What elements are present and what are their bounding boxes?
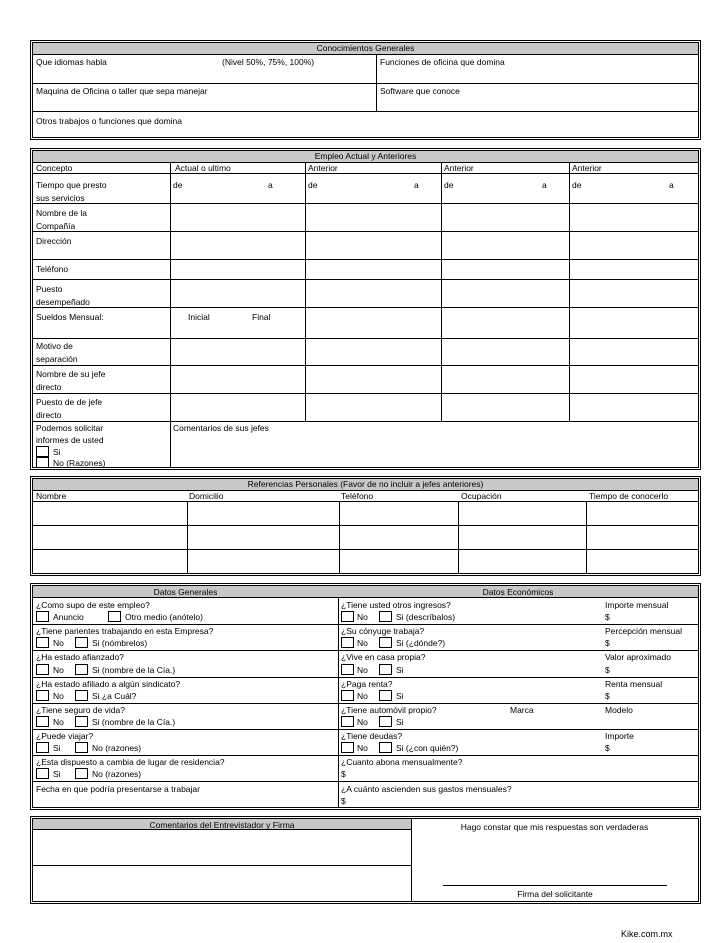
- software-field[interactable]: [380, 97, 698, 110]
- row-puestojefe-line2: directo: [36, 410, 62, 420]
- tiempo-de-3: de: [444, 180, 454, 190]
- de-q2-si-checkbox[interactable]: [379, 637, 392, 648]
- row-direccion: Dirección: [36, 236, 72, 246]
- col-concepto: Concepto: [36, 163, 73, 173]
- comentarios-jefes-label: Comentarios de sus jefes: [173, 423, 269, 433]
- col-anterior-1: Anterior: [308, 163, 338, 173]
- software-label: Software que conoce: [380, 86, 460, 96]
- dg-q7-no: No (razones): [92, 769, 142, 779]
- row-puesto-line2: desempeñado: [36, 297, 90, 307]
- row-motivo-line2: separación: [36, 354, 78, 364]
- referencias-title: Referencias Personales (Favor de no incluir a jefes anteriores): [33, 479, 698, 491]
- row-puesto-line1: Puesto: [36, 284, 63, 294]
- de-q6-si-checkbox[interactable]: [379, 742, 392, 753]
- idiomas-field[interactable]: [36, 68, 372, 82]
- row-nombre-line2: Compañía: [36, 221, 76, 231]
- de-q1-si: Si (descríbalos): [396, 612, 456, 622]
- de-q3-si-checkbox[interactable]: [379, 664, 392, 675]
- de-q2-no-checkbox[interactable]: [341, 637, 354, 648]
- row-telefono: Teléfono: [36, 264, 69, 274]
- de-q8-dollar: $: [341, 796, 346, 806]
- dg-q3-no-checkbox[interactable]: [36, 664, 49, 675]
- dg-q5-no: No: [53, 717, 64, 727]
- conocimientos-section: [30, 40, 701, 140]
- firma-label: Firma del solicitante: [517, 889, 593, 899]
- de-q2-r: Percepción mensual: [605, 626, 683, 636]
- tiempo-de-1: de: [173, 180, 183, 190]
- dg-q1-otro-checkbox[interactable]: [108, 611, 121, 622]
- tiempo-a-2: a: [414, 180, 419, 190]
- row-motivo-line1: Motivo de: [36, 341, 73, 351]
- de-q1-si-checkbox[interactable]: [379, 611, 392, 622]
- de-q6-no: No: [357, 743, 368, 753]
- dg-q7-no-checkbox[interactable]: [75, 768, 88, 779]
- dg-q6-si: Si: [53, 743, 61, 753]
- de-q1-r: Importe mensual: [605, 600, 669, 610]
- tiempo-de-2: de: [308, 180, 318, 190]
- dg-q2: ¿Tiene parientes trabajando en esta Empresa?: [36, 626, 214, 636]
- ref-col-tiempo: Tiempo de conocerlo: [589, 491, 669, 501]
- dg-q4: ¿Ha estado afiliado a algún sindicato?: [36, 679, 181, 689]
- de-q6-no-checkbox[interactable]: [341, 742, 354, 753]
- row-sueldos: Sueldos Mensual:: [36, 312, 104, 322]
- de-q1-no: No: [357, 612, 368, 622]
- dg-q2-no: No: [53, 638, 64, 648]
- de-q6-r: Importe: [605, 731, 634, 741]
- de-q4: ¿Paga renta?: [341, 679, 393, 689]
- de-q5-no-checkbox[interactable]: [341, 716, 354, 727]
- ref-col-domicilio: Domicilio: [189, 491, 224, 501]
- de-q6: ¿Tiene deudas?: [341, 731, 403, 741]
- dg-q4-si-checkbox[interactable]: [75, 690, 88, 701]
- podemos-si-label: Si: [53, 447, 61, 457]
- de-q3-r: Valor aproximado: [605, 652, 671, 662]
- de-q2-si: Si (¿dónde?): [396, 638, 446, 648]
- otros-trabajos-label: Otros trabajos o funciones que domina: [36, 116, 183, 126]
- row-podemos-line1: Podemos solicitar: [36, 423, 104, 433]
- ref-col-ocupacion: Ocupación: [461, 491, 502, 501]
- de-q2: ¿Su cónyuge trabaja?: [341, 626, 425, 636]
- de-q5-r: Modelo: [605, 705, 633, 715]
- dg-q1-anuncio: Anuncio: [53, 612, 84, 622]
- de-q3-no: No: [357, 665, 368, 675]
- row-jefe-line2: directo: [36, 382, 62, 392]
- row-tiempo-line2: sus servicios: [36, 193, 85, 203]
- de-q1-no-checkbox[interactable]: [341, 611, 354, 622]
- de-q4-no: No: [357, 691, 368, 701]
- de-q6-dollar: $: [605, 743, 610, 753]
- dg-q1-otro: Otro medio (anótelo): [125, 612, 203, 622]
- constar-text: Hago constar que mis respuestas son verdaderas: [460, 822, 649, 832]
- dg-q6-si-checkbox[interactable]: [36, 742, 49, 753]
- dg-q3-si: Si (nombre de la Cía.): [92, 665, 176, 675]
- de-q7: ¿Cuanto abona mensualmente?: [341, 757, 463, 767]
- empleo-section: [30, 148, 701, 470]
- nivel-label: (Nivel 50%, 75%, 100%): [222, 57, 315, 67]
- dg-q3: ¿Ha estado afianzado?: [36, 652, 124, 662]
- row-tiempo-line1: Tiempo que presto: [36, 180, 107, 190]
- de-q3: ¿Vive en casa propia?: [341, 652, 426, 662]
- de-q5-si-checkbox[interactable]: [379, 716, 392, 727]
- tiempo-a-3: a: [542, 180, 547, 190]
- referencias-section: [30, 476, 701, 576]
- sueldo-final: Final: [252, 312, 271, 322]
- entrevistador-comments-field[interactable]: [35, 832, 409, 898]
- de-q3-no-checkbox[interactable]: [341, 664, 354, 675]
- dg-q1-anuncio-checkbox[interactable]: [36, 611, 49, 622]
- dg-q4-no: No: [53, 691, 64, 701]
- dg-q4-si: Si ¿a Cuál?: [92, 691, 137, 701]
- datos-economicos-title: Datos Económicos: [482, 587, 554, 597]
- dg-q7: ¿Esta dispuesto a cambia de lugar de residencia?: [36, 757, 225, 767]
- de-q2-dollar: $: [605, 638, 610, 648]
- podemos-no-checkbox[interactable]: [36, 457, 49, 468]
- maquina-field[interactable]: [36, 97, 372, 110]
- row-nombre-line1: Nombre de la: [36, 208, 88, 218]
- ref-row-2[interactable]: [33, 526, 698, 549]
- row-jefe-line1: Nombre de su jefe: [36, 369, 106, 379]
- dg-q5: ¿Tiene seguro de vida?: [36, 705, 125, 715]
- otros-trabajos-field[interactable]: [36, 127, 696, 137]
- de-q5-marca: Marca: [510, 705, 534, 715]
- datos-section: [30, 583, 701, 810]
- col-actual: Actual o ultimo: [175, 163, 231, 173]
- de-q2-no: No: [357, 638, 368, 648]
- row-puestojefe-line1: Puesto de de jefe: [36, 397, 103, 407]
- dg-q7-si: Si: [53, 769, 61, 779]
- de-q1: ¿Tiene usted otros ingresos?: [341, 600, 451, 610]
- de-q3-dollar: $: [605, 665, 610, 675]
- footer-brand: Kike.com.mx: [621, 929, 673, 939]
- sueldo-inicial: Inicial: [188, 312, 210, 322]
- datos-generales-title: Datos Generales: [153, 587, 218, 597]
- ref-row-3[interactable]: [33, 550, 698, 573]
- de-q4-r: Renta mensual: [605, 679, 663, 689]
- dg-q6-no: No (razones): [92, 743, 142, 753]
- tiempo-a-1: a: [268, 180, 273, 190]
- dg-q6: ¿Puede viajar?: [36, 731, 94, 741]
- dg-q2-si: Si (nómbrelos): [92, 638, 148, 648]
- dg-q2-no-checkbox[interactable]: [36, 637, 49, 648]
- col-anterior-2: Anterior: [444, 163, 474, 173]
- de-q1-dollar: $: [605, 612, 610, 622]
- dg-q2-si-checkbox[interactable]: [75, 637, 88, 648]
- dg-q5-si-checkbox[interactable]: [75, 716, 88, 727]
- comentarios-jefes-field[interactable]: [173, 434, 695, 464]
- de-q3-si: Si: [396, 665, 404, 675]
- funciones-label: Funciones de oficina que domina: [380, 57, 505, 67]
- entrevistador-title: Comentarios del Entrevistador y Firma: [149, 820, 295, 830]
- de-q7-dollar: $: [341, 769, 346, 779]
- dg-q4-no-checkbox[interactable]: [36, 690, 49, 701]
- de-q4-si-checkbox[interactable]: [379, 690, 392, 701]
- dg-q5-no-checkbox[interactable]: [36, 716, 49, 727]
- dg-q5-si: Si (nombre de la Cía.): [92, 717, 176, 727]
- idiomas-label: Que idiomas habla: [36, 57, 107, 67]
- de-q5-si: Si: [396, 717, 404, 727]
- podemos-no-label: No (Razones): [53, 458, 106, 468]
- conocimientos-title: Conocimientos Generales: [33, 43, 698, 55]
- dg-q8: Fecha en que podría presentarse a trabajar: [36, 784, 200, 794]
- ref-row-1[interactable]: [33, 502, 698, 525]
- dg-q3-no: No: [53, 665, 64, 675]
- ref-col-nombre: Nombre: [36, 491, 67, 501]
- de-q4-si: Si: [396, 691, 404, 701]
- de-q8: ¿A cuánto ascienden sus gastos mensuales?: [341, 784, 512, 794]
- tiempo-de-4: de: [572, 180, 582, 190]
- podemos-si-checkbox[interactable]: [36, 446, 49, 457]
- dg-q6-no-checkbox[interactable]: [75, 742, 88, 753]
- firma-line[interactable]: [443, 885, 667, 886]
- de-q6-si: Si (¿con quién?): [396, 743, 459, 753]
- ref-col-telefono: Teléfono: [341, 491, 374, 501]
- row-podemos-line2: informes de usted: [36, 435, 104, 445]
- funciones-field[interactable]: [380, 68, 698, 82]
- dg-q7-si-checkbox[interactable]: [36, 768, 49, 779]
- de-q5-no: No: [357, 717, 368, 727]
- dg-q1: ¿Como supo de este empleo?: [36, 600, 150, 610]
- col-anterior-3: Anterior: [572, 163, 602, 173]
- de-q5: ¿Tiene automóvil propio?: [341, 705, 437, 715]
- entrevistador-section: [30, 816, 701, 904]
- tiempo-a-4: a: [669, 180, 674, 190]
- de-q4-dollar: $: [605, 691, 610, 701]
- maquina-label: Maquina de Oficina o taller que sepa manejar: [36, 86, 208, 96]
- de-q4-no-checkbox[interactable]: [341, 690, 354, 701]
- empleo-title: Empleo Actual y Anteriores: [33, 151, 698, 163]
- dg-q3-si-checkbox[interactable]: [75, 664, 88, 675]
